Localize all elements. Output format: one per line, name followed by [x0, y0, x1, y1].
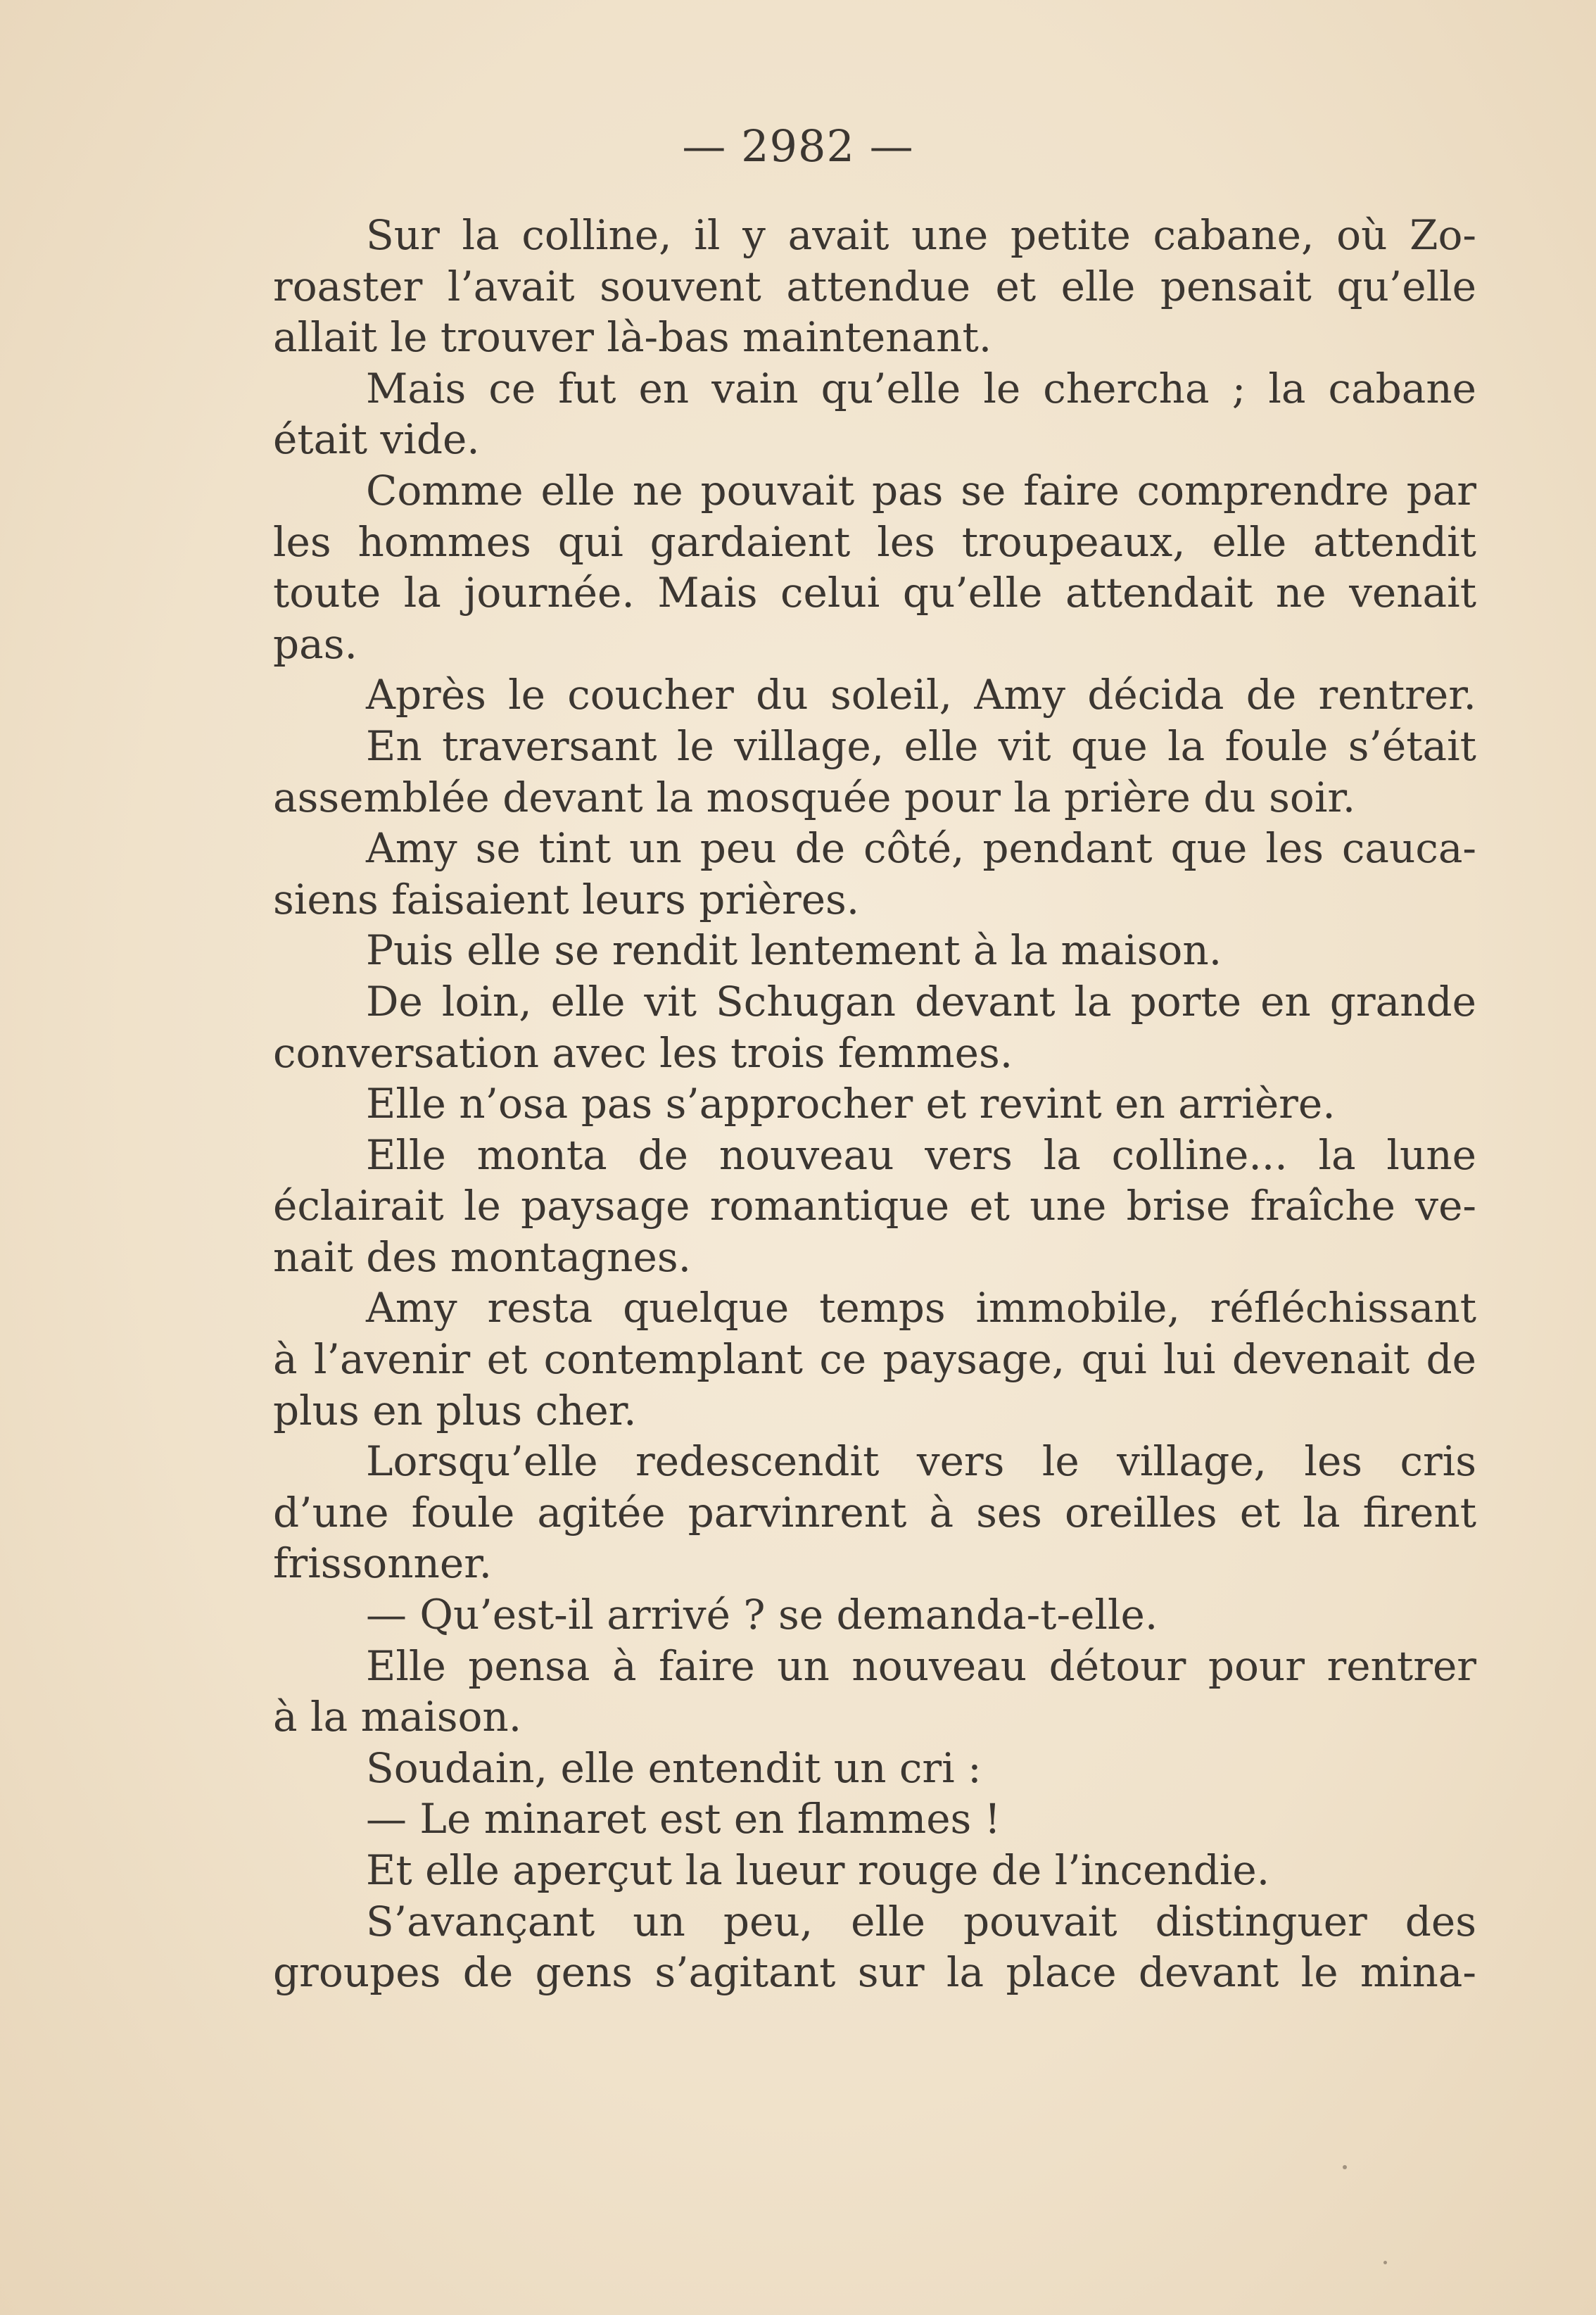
body-text — [273, 210, 1476, 1998]
text-line: Soudain, elle entendit un cri : — [366, 1743, 982, 1792]
text-line: Amy se tint un peu de côté, pendant que les cauca- — [366, 824, 1476, 873]
text-line: Après le coucher du soleil, Amy décida de rentrer. — [366, 671, 1476, 719]
text-line: Amy resta quelque temps immobile, réfléchissant — [366, 1284, 1476, 1332]
text-line: Elle pensa à faire un nouveau détour pour rentrer — [366, 1641, 1476, 1690]
text-line: assemblée devant la mosquée pour la prière du soir. — [273, 773, 1356, 821]
text-line: Et elle aperçut la lueur rouge de l’incendie. — [366, 1846, 1270, 1894]
text-line: éclairait le paysage romantique et une brise fraîche ve- — [273, 1182, 1476, 1230]
text-line: les hommes qui gardaient les troupeaux, elle attendit — [273, 517, 1476, 566]
text-line: plus en plus cher. — [273, 1386, 637, 1434]
paper-speck — [1383, 2261, 1387, 2264]
text-line: à la maison. — [273, 1693, 522, 1741]
text-line: toute la journée. Mais celui qu’elle attendait ne venait — [273, 569, 1476, 617]
text-line: nait des montagnes. — [273, 1232, 692, 1281]
text-line: allait le trouver là-bas maintenant. — [273, 313, 992, 362]
text-line: conversation avec les trois femmes. — [273, 1028, 1013, 1077]
text-line: roaster l’avait souvent attendue et elle pensait qu’elle — [273, 262, 1476, 310]
paper-speck — [1343, 2165, 1347, 2169]
text-line: — Le minaret est en flammes ! — [366, 1795, 1001, 1843]
text-line: Elle monta de nouveau vers la colline... la lune — [366, 1130, 1476, 1179]
text-line: groupes de gens s’agitant sur la place devant le mina- — [273, 1948, 1476, 1997]
text-line: De loin, elle vit Schugan devant la porte en grande — [366, 977, 1476, 1026]
text-line: pas. — [273, 619, 357, 668]
text-line: Mais ce fut en vain qu’elle le chercha ; la cabane — [366, 364, 1476, 412]
text-line: Sur la colline, il y avait une petite cabane, où Zo- — [366, 211, 1476, 259]
text-line: — Qu’est-il arrivé ? se demanda-t-elle. — [366, 1591, 1158, 1639]
text-line: Elle n’osa pas s’approcher et revint en arrière. — [366, 1080, 1336, 1128]
text-line: Comme elle ne pouvait pas se faire comprendre par — [366, 466, 1476, 515]
text-line: siens faisaient leurs prières. — [273, 875, 860, 923]
text-line: S’avançant un peu, elle pouvait distinguer des — [366, 1897, 1476, 1945]
text-line: frissonner. — [273, 1539, 493, 1588]
page-number: — 2982 — — [682, 120, 914, 172]
text-line: à l’avenir et contemplant ce paysage, qui lui devenait de — [273, 1335, 1476, 1384]
text-line: Puis elle se rendit lentement à la maison. — [366, 926, 1222, 975]
text-line: était vide. — [273, 415, 480, 464]
text-line: d’une foule agitée parvinrent à ses oreilles et la firent — [273, 1488, 1476, 1537]
text-line: En traversant le village, elle vit que la foule s’était — [366, 721, 1476, 770]
text-line: Lorsqu’elle redescendit vers le village, les cris — [366, 1437, 1476, 1486]
